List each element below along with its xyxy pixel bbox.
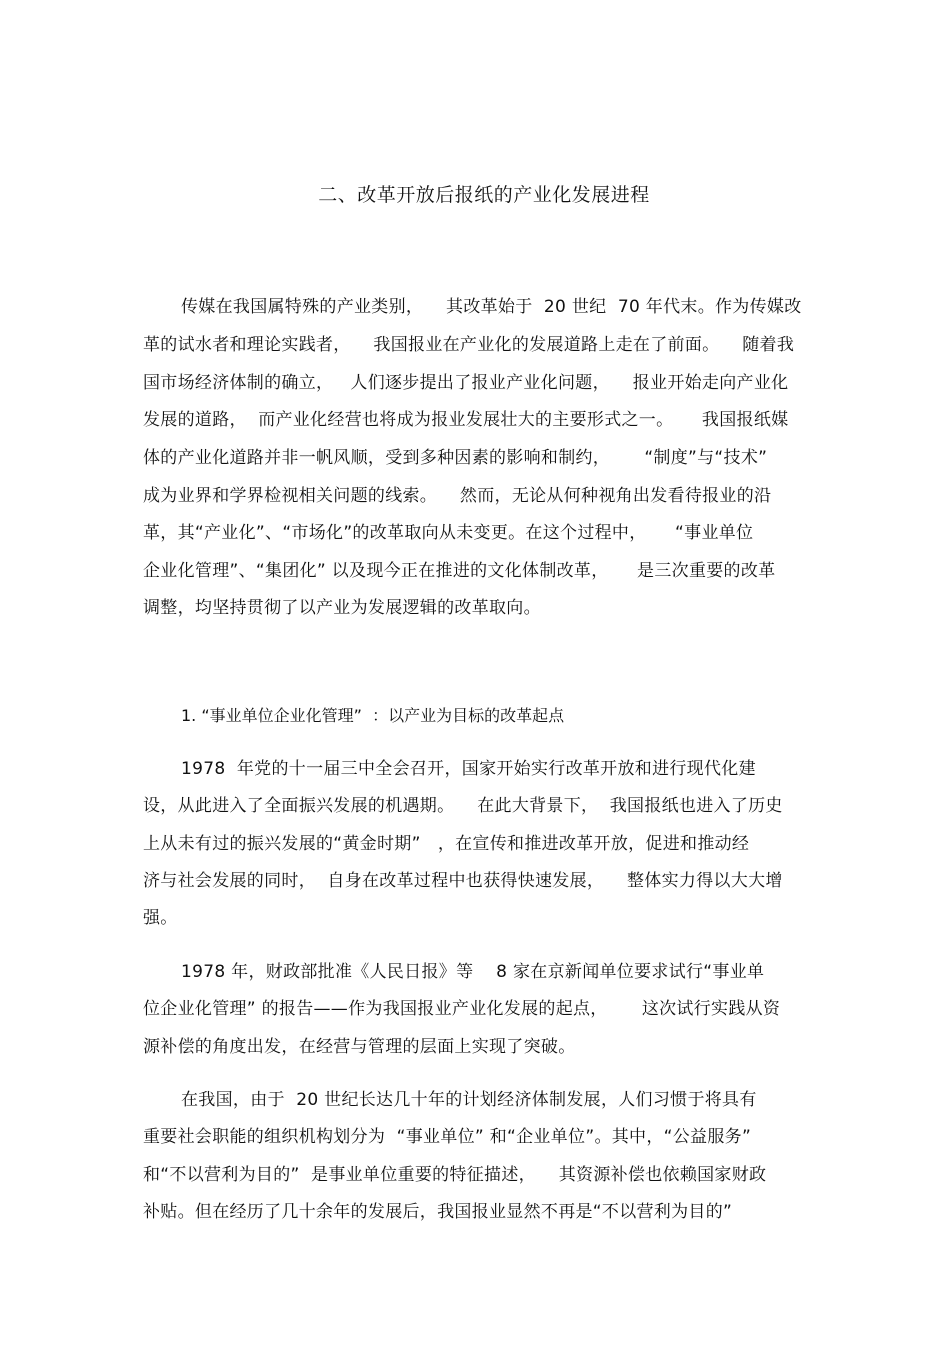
paragraph-line: 企业化管理”、“集团化” 以及现今正在推进的文化体制改革， 是三次重要的改革 (143, 561, 776, 581)
paragraph-line: 上从未有过的振兴发展的“黄金时期” ，在宣传和推进改革开放，促进和推动经 (143, 834, 750, 854)
paragraph-line: 源补偿的角度出发，在经营与管理的层面上实现了突破。 (143, 1037, 576, 1057)
paragraph-line: 和“不以营利为目的” 是事业单位重要的特征描述， 其资源补偿也依赖国家财政 (143, 1165, 767, 1185)
paragraph-line: 传媒在我国属特殊的产业类别， 其改革始于 20 世纪 70 年代末。作为传媒改 (181, 297, 802, 317)
paragraph-line: 在我国，由于 20 世纪长达几十年的计划经济体制发展，人们习惯于将具有 (181, 1090, 757, 1110)
section-heading: 1. “事业单位企业化管理” ：以产业为目标的改革起点 (181, 706, 565, 725)
page-title: 二、改革开放后报纸的产业化发展进程 (318, 184, 650, 206)
paragraph-line: 1978 年党的十一届三中全会召开，国家开始实行改革开放和进行现代化建 (181, 759, 756, 779)
paragraph-line: 补贴。但在经历了几十余年的发展后，我国报业显然不再是“不以营利为目的” (143, 1202, 733, 1222)
paragraph-line: 国市场经济体制的确立， 人们逐步提出了报业产业化问题， 报业开始走向产业化 (143, 373, 789, 393)
paragraph-line: 成为业界和学界检视相关问题的线索。 然而，无论从何种视角出发看待报业的沿 (143, 486, 772, 506)
paragraph-line: 1978 年，财政部批准《人民日报》等 8 家在京新闻单位要求试行“事业单 (181, 962, 765, 982)
paragraph-line: 强。 (143, 908, 178, 928)
paragraph-line: 发展的道路， 而产业化经营也将成为报业发展壮大的主要形式之一。 我国报纸媒 (143, 410, 789, 430)
paragraph-line: 体的产业化道路并非一帆风顺，受到多种因素的影响和制约， “制度”与“技术” (143, 448, 768, 468)
paragraph-line: 设，从此进入了全面振兴发展的机遇期。 在此大背景下， 我国报纸也进入了历史 (143, 796, 783, 816)
paragraph-line: 调整，均坚持贯彻了以产业为发展逻辑的改革取向。 (143, 598, 541, 618)
paragraph-line: 革的试水者和理论实践者， 我国报业在产业化的发展道路上走在了前面。 随着我 (143, 335, 795, 355)
paragraph-line: 济与社会发展的同时， 自身在改革过程中也获得快速发展， 整体实力得以大大增 (143, 871, 783, 891)
paragraph-line: 革，其“产业化”、“市场化”的改革取向从未变更。在这个过程中， “事业单位 (143, 523, 754, 543)
paragraph-line: 位企业化管理” 的报告——作为我国报业产业化发展的起点， 这次试行实践从资 (143, 999, 781, 1019)
paragraph-line: 重要社会职能的组织机构划分为 “事业单位” 和“企业单位”。其中，“公益服务” (143, 1127, 752, 1147)
